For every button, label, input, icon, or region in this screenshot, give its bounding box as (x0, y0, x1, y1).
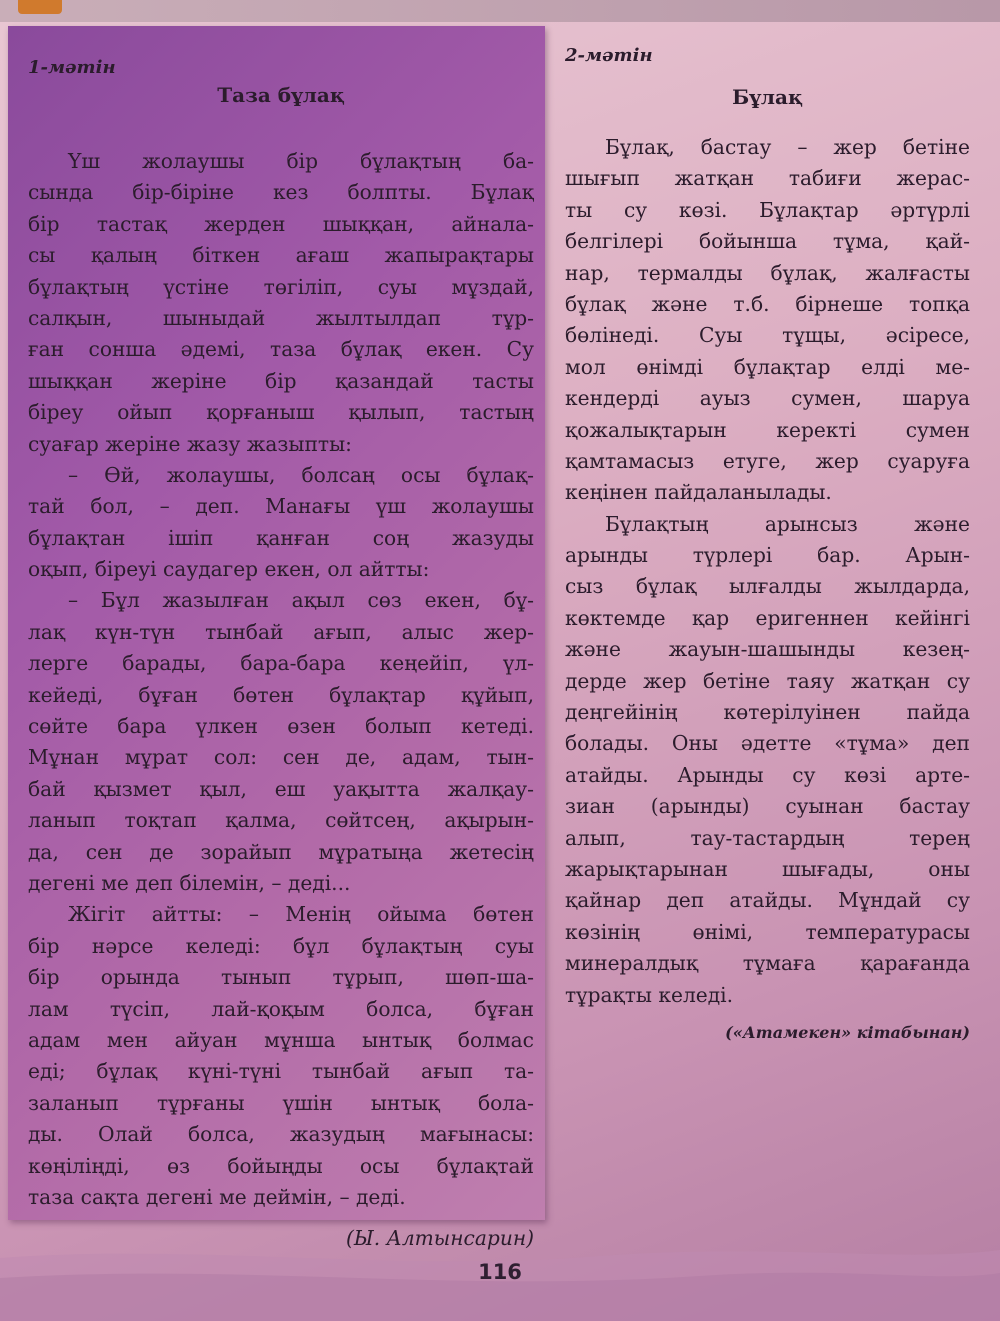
text-line: бай қызмет қыл, еш уақытта жалқау- (28, 776, 534, 801)
text-2-label: 2-мәтін (565, 45, 653, 66)
text-line: белгілері бойынша тұма, қай- (565, 229, 970, 254)
text-line: тұрақты келеді. (565, 982, 734, 1007)
text-line: қайнар деп атайды. Мұндай су (565, 888, 970, 913)
text-line: зиан (арынды) суынан бастау (565, 794, 970, 819)
text-2-source: («Атамекен» кітабынан) (725, 1022, 970, 1042)
text-1-column (28, 52, 534, 1255)
text-line: таза сақта дегені ме деймін, – деді. (28, 1184, 406, 1209)
text-line: лам түсіп, лай-қоқым болса, бұған (28, 996, 534, 1021)
text-line: көктемде қар еригеннен кейінгі (565, 605, 970, 630)
text-line: еді; бұлақ күні-түні тынбай ағып та- (28, 1059, 534, 1084)
text-line: да, сен де зорайып мұратыңа жетесің (28, 839, 534, 864)
text-line: бұлақтан ішіп қанған соң жазуды (28, 525, 534, 550)
text-line: бұлақ және т.б. бірнеше топқа (565, 291, 970, 316)
text-line: кейеді, бұған бөтен бұлақтар құйып, (28, 682, 534, 707)
text-line: Бұлақ, бастау – жер бетіне (605, 135, 970, 159)
text-line: шыққан жеріне бір қазандай тасты (28, 368, 534, 393)
text-line: адам мен айуан мұнша ынтық болмас (28, 1027, 534, 1052)
text-line: ланып тоқтап қалма, сөйтсең, ақырын- (28, 808, 534, 833)
text-line: мол өнімді бұлақтар елді ме- (565, 354, 970, 379)
text-line: атайды. Арынды су көзі арте- (565, 762, 970, 787)
text-line: шығып жатқан табиғи жерас- (565, 166, 970, 191)
text-line: сөйте бара үлкен өзен болып кетеді. (28, 714, 534, 739)
text-line: кендерді ауыз сумен, шаруа (565, 386, 970, 411)
text-line: бөлінеді. Суы тұщы, әсіресе, (565, 323, 970, 348)
text-line: – Өй, жолаушы, болсаң осы бұлақ- (68, 462, 534, 487)
text-line: бұлақтың үстіне төгіліп, суы мұздай, (28, 274, 534, 299)
text-1-source: (Ы. Алтынсарин) (345, 1226, 534, 1251)
text-line: және жауын-шашынды кезең- (565, 637, 970, 662)
chapter-tab-marker (18, 0, 62, 14)
text-1-title: Таза бұлақ (217, 83, 345, 107)
text-line: салқын, шыныдай жылтылдап тұр- (28, 305, 534, 330)
text-line: сы қалың біткен ағаш жапырақтары (28, 243, 534, 268)
text-2-body (565, 132, 970, 1011)
text-line: сында бір-біріне кез болпты. Бұлақ (28, 180, 534, 205)
text-line: қожалықтарын керекті сумен (565, 417, 970, 442)
text-line: бір тастақ жерден шыққан, айнала- (28, 211, 534, 236)
text-line: Бұлақтың арынсыз және (605, 511, 970, 536)
text-line: тай бол, – деп. Манағы үш жолаушы (28, 494, 534, 519)
text-line: кеңінен пайдаланылады. (565, 480, 832, 505)
text-line: дегені ме деп білемін, – деді... (28, 870, 351, 895)
text-line: ды. Олай болса, жазудың мағынасы: (28, 1122, 534, 1147)
text-line: суағар жеріне жазу жазыпты: (28, 431, 352, 456)
text-line: көңіліңді, өз бойыңды осы бұлақтай (28, 1153, 534, 1178)
text-line: бір нәрсе келеді: бұл бұлақтың суы (28, 933, 534, 958)
text-2-title: Бұлақ (732, 85, 803, 109)
text-line: заланып тұрғаны үшін ынтық бола- (28, 1090, 534, 1115)
page-number: 116 (478, 1260, 522, 1284)
text-line: көзінің өнімі, температурасы (565, 919, 970, 944)
text-line: біреу ойып қорғаныш қылып, тастың (28, 400, 534, 425)
top-page-strip (0, 0, 1000, 22)
text-line: лерге барады, бара-бара кеңейіп, үл- (28, 651, 534, 676)
text-line: бір орында тынып тұрып, шөп-ша- (28, 965, 534, 990)
text-line: арынды түрлері бар. Арын- (565, 543, 970, 568)
text-1-body (28, 146, 534, 1213)
text-line: – Бұл жазылған ақыл сөз екен, бұ- (68, 588, 534, 613)
text-line: ған сонша әдемі, таза бұлақ екен. Су (28, 337, 534, 362)
text-line: нар, термалды бұлақ, жалғасты (565, 260, 970, 285)
text-line: лақ күн-түн тынбай ағып, алыс жер- (28, 619, 534, 644)
text-line: оқып, біреуі саудагер екен, ол айтты: (28, 557, 430, 582)
text-line: қамтамасыз етуге, жер суаруға (565, 448, 970, 473)
text-1-label: 1-мәтін (28, 57, 116, 78)
text-line: минералдық тұмаға қарағанда (565, 951, 970, 976)
text-line: деңгейінің көтерілуінен пайда (565, 700, 970, 725)
text-line: Үш жолаушы бір бұлақтың ба- (68, 149, 534, 173)
text-line: Мұнан мұрат сол: сен де, адам, тын- (28, 745, 534, 770)
text-line: ты су көзі. Бұлақтар әртүрлі (565, 197, 970, 222)
text-line: дерде жер бетіне таяу жатқан су (565, 668, 970, 693)
text-line: сыз бұлақ ылғалды жылдарда, (565, 574, 970, 599)
text-line: Жігіт айтты: – Менің ойыма бөтен (68, 902, 534, 927)
text-2-column (565, 40, 970, 1048)
text-line: алып, тау-тастардың терең (565, 825, 970, 850)
text-line: жарықтарынан шығады, оны (565, 856, 970, 881)
text-line: болады. Оны әдетте «тұма» деп (565, 731, 970, 756)
